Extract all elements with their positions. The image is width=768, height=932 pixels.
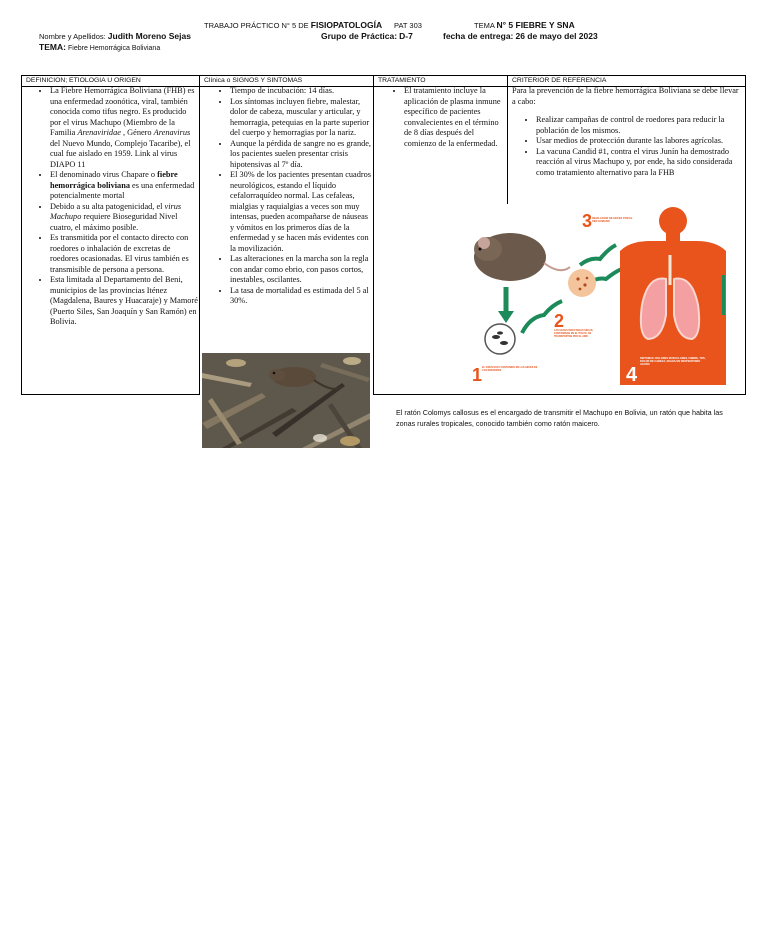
list-item: • Debido a su alta patogenicidad, el virus Machupo requiere Bioseguridad Nivel cuatro, el máximo posible. [50,202,198,234]
column-divider [507,76,508,204]
column-header-definicion: DEFINICION; ETIOLOGIA U ORIGEN [26,77,141,84]
rat-photo [202,353,370,448]
criterio-cell [512,86,742,178]
list-item: • Es transmitida por el contacto directo con roedores o inhalación de excretas de roedores ocasionadas. El virus también es transmisible de persona a persona. [50,233,198,275]
step-4-number: 4 [626,364,638,385]
date-line [443,31,598,41]
step-4-text: SÍNTOMAS: DOLORES MUSCULARES, FIEBRE, TOS, DOLOR DE CABEZA, MALES EN RESPIRATORIO AGUDO [640,357,706,367]
list-item: • Aunque la pérdida de sangre no es grande, los pacientes suelen presentar crisis hipotensivas al 7º día. [230,139,372,171]
topic-value: Fiebre Hemorrágica Boliviana [68,45,161,52]
group-value: D-7 [399,31,413,41]
transmission-infographic [470,205,727,385]
date-value: 26 de mayo del 2023 [515,31,598,41]
list-item: • La vacuna Candid #1, contra el virus Junín ha demostrado reacción al virus Machupo y, por ende, ha sido considerada como tratamiento alternativo para la FHB [536,147,742,179]
list-item: • Tiempo de incubación: 14 días. [230,86,372,97]
step-1-text: EL VIRUS ESTÁ CONTENIDO EN LAS HECES DE LOS ROEDORES [482,366,538,372]
tema-value: N° 5 FIEBRE Y SNA [496,20,575,30]
topic-label: TEMA: [39,42,66,52]
column-header-criterio: CRITERIOR DE REFERENCIA [512,77,607,84]
list-item: • El tratamiento incluye la aplicación de plasma inmune específico de pacientes convalecientes en el término de 8 días después del comienzo de la enfermedad. [404,86,506,149]
group-line [321,31,413,41]
topic-line [39,42,160,52]
list-item: • El 30% de los pacientes presentan cuadros neurológicos, estando el líquido cefalorraquídeo normal. Las cefaleas, mialgias y raquialgias a veces son muy intensas, pueden acompañarse de náuseas y vómitos en los primeros días de la enfermedad y se hacen más evidentes con la movilización. [230,170,372,254]
group-label: Grupo de Práctica: [321,31,398,41]
name-value: Judith Moreno Sejas [107,31,191,41]
date-label: fecha de entrega: [443,31,514,41]
list-item: • Usar medios de protección durante las labores agrícolas. [536,136,742,147]
table-bottom-border [373,394,746,395]
list-item: • La tasa de mortalidad es estimada del 5 al 30%. [230,286,372,307]
clinica-cell [200,86,372,307]
list-item: • Esta limitada al Departamento del Beni, municipios de las provincias Iténez (Magdalena, Baures y Huacaraje) y Mamoré (Puerto Siles, San Joaquín y San Ramón) en Bolivia. [50,275,198,328]
criterio-intro: Para la prevención de la fiebre hemorrágica Boliviana se debe llevar a cabo: [512,86,739,106]
assignment-title-line [204,20,382,30]
tema-label: TEMA [474,21,495,30]
tema-header [474,20,575,30]
list-item: • Realizar campañas de control de roedores para reducir la población de los mismos. [536,115,742,136]
name-label: Nombre y Apellidos: [39,32,106,41]
list-item: • El denominado virus Chapare o fiebre hemorrágica boliviana es una enfermedad potencialmente mortal [50,170,198,202]
definicion-cell [22,86,198,328]
course-code: PAT 303 [394,21,422,30]
column-header-tratamiento: TRATAMIENTO [378,77,426,84]
assignment-prefix: TRABAJO PRÁCTICO N° 5 DE [204,21,309,30]
table-bottom-border [22,394,200,395]
table-right-border [745,76,746,395]
step-1-number: 1 [472,365,483,385]
step-2-text: LAS HECES INFECTADAS SECAS, CONTAMINAN EN EL POLVO, SE TRANSPORTAN POR EL AIRE [554,329,594,338]
subject-name: FISIOPATOLOGÍA [310,20,383,30]
student-name-line [39,31,191,41]
column-header-clinica: Clínica o SIGNOS Y SINTOMAS [204,77,303,84]
list-item: • Las alteraciones en la marcha son la regla con andar como ebrio, con pasos cortos, inestables, oscilantes. [230,254,372,286]
list-item: • Los síntomas incluyen fiebre, malestar, dolor de cabeza, muscular y articular, y hemorragia, petequias en la parte superior del cuerpo y hemorragias por la nariz. [230,97,372,139]
image-caption: El ratón Colomys callosus es el encargado de transmitir el Machupo en Bolivia, un ratón que habita las zonas rurales tropicales, conocido también como ratón maicero. [396,408,723,428]
step-3-number: 3 [582,211,593,231]
list-item: • La Fiebre Hemorrágica Boliviana (FHB) es una enfermedad zoonótica, viral, también conocida como tifus negro. Es producido por el virus Machupo (Miembro de la Familia Arenaviridae , Género Arenavirus del Nuevo Mundo, Complejo Tacaribe), el cual fue aislado en 1959. Link al virus DIAPO 11 [50,86,198,170]
step-3-text: INHALACIÓN DE HECES POR EL SER HUMANO [592,217,633,223]
step-2-number: 2 [554,311,565,331]
tratamiento-cell [374,86,506,149]
